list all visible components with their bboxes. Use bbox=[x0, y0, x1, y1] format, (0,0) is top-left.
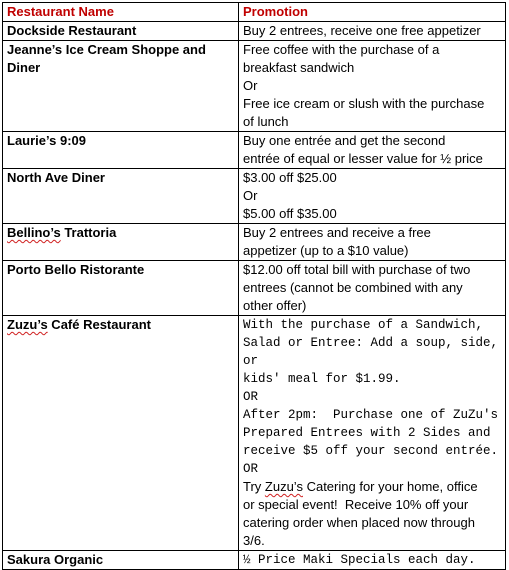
spellcheck-flagged-word: Zuzu’s bbox=[7, 317, 48, 332]
promotion-line: Or bbox=[243, 188, 258, 203]
promotion-line: Buy 2 entrees, receive one free appetizer bbox=[243, 23, 481, 38]
promotion-line: Salad or Entree: Add a soup, side, or bbox=[243, 336, 506, 368]
promotion-line: Or bbox=[243, 78, 258, 93]
table-row bbox=[3, 261, 506, 316]
promotion-text bbox=[239, 22, 506, 41]
promotion-line: other offer) bbox=[243, 298, 307, 313]
promotion-line: After 2pm: Purchase one of ZuZu's bbox=[243, 408, 499, 422]
promotion-line: or special event! Receive 10% off your bbox=[243, 497, 469, 512]
table-row bbox=[3, 224, 506, 261]
promotion-line: catering order when placed now through bbox=[243, 515, 475, 530]
promotion-line: OR bbox=[243, 390, 259, 404]
restaurant-name: Porto Bello Ristorante bbox=[3, 261, 239, 316]
restaurant-name: Sakura Organic bbox=[3, 551, 239, 570]
catering-pre: Try bbox=[243, 479, 265, 494]
restaurant-name-line: Jeanne’s Ice Cream Shoppe and bbox=[7, 42, 206, 57]
catering-post: Catering for your home, office bbox=[302, 479, 478, 494]
promotion-text bbox=[239, 41, 506, 132]
promotion-text bbox=[239, 551, 506, 570]
restaurant-name bbox=[3, 224, 239, 261]
promotion-line: breakfast sandwich bbox=[243, 60, 355, 75]
promotion-line: Free coffee with the purchase of a bbox=[243, 42, 440, 57]
promotion-line: kids' meal for $1.99. bbox=[243, 372, 401, 386]
restaurant-name-rest: Trattoria bbox=[60, 225, 117, 240]
promotion-line: Buy 2 entrees and receive a free bbox=[243, 225, 431, 240]
table-row bbox=[3, 169, 506, 224]
catering-line bbox=[243, 478, 501, 496]
promotion-line: entrees (cannot be combined with any bbox=[243, 280, 463, 295]
promotion-line: Free ice cream or slush with the purchase bbox=[243, 96, 485, 111]
table-row bbox=[3, 551, 506, 570]
promotion-line: ½ Price Maki Specials each day. bbox=[243, 553, 476, 567]
promotions-table-container bbox=[2, 2, 506, 570]
restaurant-name-rest: Café Restaurant bbox=[47, 317, 151, 332]
restaurant-name-line: Diner bbox=[7, 60, 41, 75]
promotion-line: receive $5 off your second entrée. bbox=[243, 444, 499, 458]
promotion-line: $12.00 off total bill with purchase of two bbox=[243, 262, 471, 277]
restaurant-name bbox=[3, 316, 239, 551]
table-row bbox=[3, 132, 506, 169]
promotion-text bbox=[239, 261, 506, 316]
table-row bbox=[3, 316, 506, 551]
restaurant-name: North Ave Diner bbox=[3, 169, 239, 224]
promotion-line: Prepared Entrees with 2 Sides and bbox=[243, 426, 491, 440]
restaurant-name bbox=[3, 41, 239, 132]
promotion-text bbox=[239, 169, 506, 224]
promotion-line: appetizer (up to a $10 value) bbox=[243, 243, 409, 258]
spellcheck-flagged-word: Zuzu’s bbox=[264, 479, 303, 494]
promotion-line: OR bbox=[243, 462, 259, 476]
table-row bbox=[3, 22, 506, 41]
promotion-line: entrée of equal or lesser value for ½ price bbox=[243, 151, 483, 166]
table-row bbox=[3, 41, 506, 132]
restaurant-name: Dockside Restaurant bbox=[3, 22, 239, 41]
header-restaurant-name: Restaurant Name bbox=[3, 3, 239, 22]
promotion-text bbox=[239, 224, 506, 261]
promotion-text bbox=[239, 316, 506, 551]
spellcheck-flagged-word: Bellino’s bbox=[7, 225, 61, 240]
header-row bbox=[3, 3, 506, 22]
promotion-line: 3/6. bbox=[243, 533, 265, 548]
header-promotion: Promotion bbox=[239, 3, 506, 22]
promotion-line: $5.00 off $35.00 bbox=[243, 206, 337, 221]
promotion-line: of lunch bbox=[243, 114, 289, 129]
promotion-line: Buy one entrée and get the second bbox=[243, 133, 446, 148]
promotion-line: With the purchase of a Sandwich, bbox=[243, 318, 484, 332]
promotion-text bbox=[239, 132, 506, 169]
restaurant-name: Laurie’s 9:09 bbox=[3, 132, 239, 169]
promotion-line: $3.00 off $25.00 bbox=[243, 170, 337, 185]
promotions-table bbox=[2, 2, 506, 570]
